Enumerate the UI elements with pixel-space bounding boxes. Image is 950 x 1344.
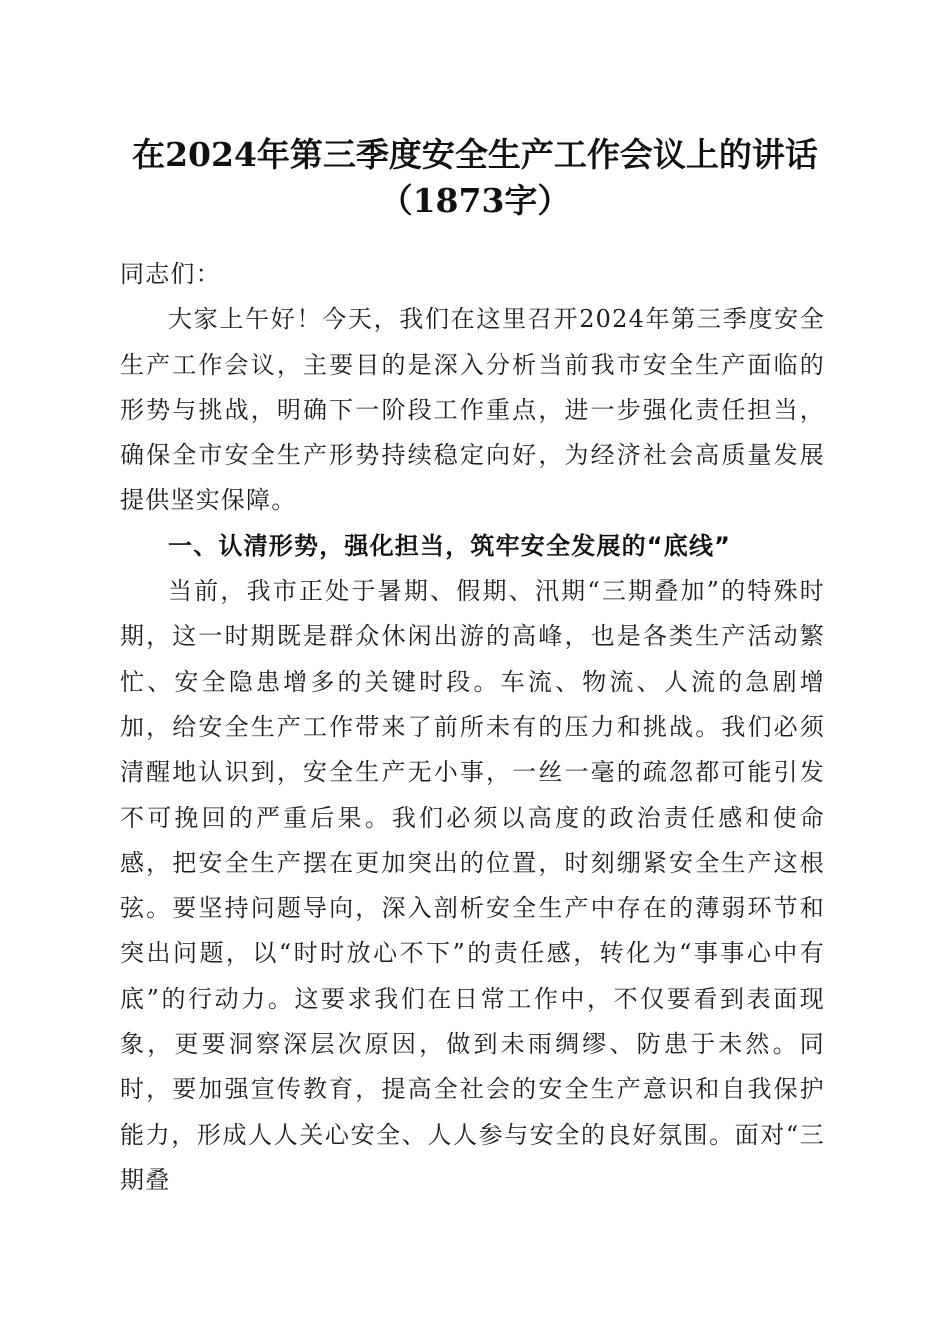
intro-paragraph: 大家上午好！今天，我们在这里召开2024年第三季度安全生产工作会议，主要目的是深入分析当前我市安全生产面临的形势与挑战，明确下一阶段工作重点，进一步强化责任担当，确保全市安全生产形势持续稳定向好，为经济社会高质量发展提供坚实保障。 [120, 305, 825, 515]
section-heading-1: 一、认清形势，强化担当，筑牢安全发展的“底线” [168, 531, 732, 560]
document-title: 在2024年第三季度安全生产工作会议上的讲话（1873字） [132, 135, 818, 220]
section-1-paragraph: 当前，我市正处于暑期、假期、汛期“三期叠加”的特殊时期，这一时期既是群众休闲出游的高峰，也是各类生产活动繁忙、安全隐患增多的关键时段。车流、物流、人流的急剧增加，给安全生产工作带来了前所未有的压力和挑战。我们必须清醒地认识到，安全生产无小事，一丝一毫的疏忽都可能引发不可挽回的严重后果。我们必须以高度的政治责任感和使命感，把安全生产摆在更加突出的位置，时刻绷紧安全生产这根弦。要坚持问题导向，深入剖析安全生产中存在的薄弱环节和突出问题，以“时时放心不下”的责任感，转化为“事事心中有底”的行动力。这要求我们在日常工作中，不仅要看到表面现象，更要洞察深层次原因，做到未雨绸缪、防患于未然。同时，要加强宣传教育，提高全社会的安全生产意识和自我保护能力，形成人人关心安全、人人参与安全的良好氛围。面对“三期叠 [120, 577, 825, 1194]
greeting: 同志们： [120, 260, 221, 288]
document-body [120, 252, 825, 1203]
